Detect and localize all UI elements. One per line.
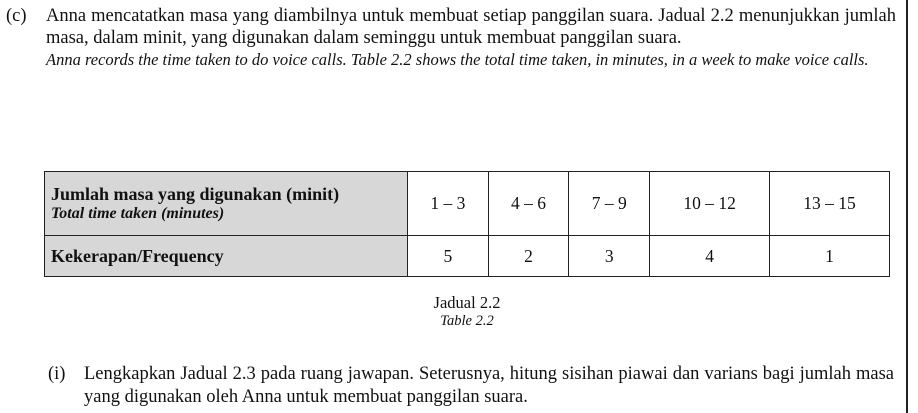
question-i-malay-text: Lengkapkan Jadual 2.3 pada ruang jawapan. Seterusnya, hitung sisihan piawai dan varians bagi jumlah masa yang digunakan oleh Anna untuk membuat panggilan suara. [84, 364, 894, 407]
table-row-frequency [45, 236, 890, 277]
page-margin-rule [906, 0, 908, 413]
interval-cell: 7 – 9 [569, 172, 650, 236]
interval-cell: 13 – 15 [770, 172, 890, 236]
table-row-time [45, 172, 890, 236]
frequency-header-cell [45, 236, 408, 277]
interval-cell: 4 – 6 [488, 172, 569, 236]
interval-cell: 1 – 3 [408, 172, 489, 236]
frequency-cell: 4 [650, 236, 770, 277]
question-c-label: (c) [6, 6, 27, 26]
question-c [6, 5, 896, 70]
table-caption-malay: Jadual 2.2 [433, 293, 501, 312]
frequency-cell: 1 [770, 236, 890, 277]
question-i [48, 363, 894, 409]
question-c-english-text: Anna records the time taken to do voice calls. Table 2.2 shows the total time taken, in minutes, in a week to make voice calls. [46, 50, 869, 69]
frequency-cell: 5 [408, 236, 489, 277]
interval-cell: 10 – 12 [650, 172, 770, 236]
time-header-malay: Jumlah masa yang digunakan (minit) [51, 183, 340, 204]
frequency-table [44, 171, 890, 277]
frequency-header-malay: Kekerapan/ [51, 245, 143, 266]
frequency-cell: 3 [569, 236, 650, 277]
time-header-english: Total time taken (minutes) [51, 204, 225, 222]
frequency-header-english: Frequency [142, 245, 224, 266]
table-caption-english: Table 2.2 [440, 313, 494, 329]
time-header-cell [45, 172, 408, 236]
question-i-label: (i) [48, 364, 66, 384]
frequency-cell: 2 [488, 236, 569, 277]
question-c-malay-text: Anna mencatatkan masa yang diambilnya untuk membuat setiap panggilan suara. Jadual 2.2 menunjukkan jumlah masa, dalam minit, yang digunakan dalam seminggu untuk membuat panggilan suara. [46, 6, 896, 48]
